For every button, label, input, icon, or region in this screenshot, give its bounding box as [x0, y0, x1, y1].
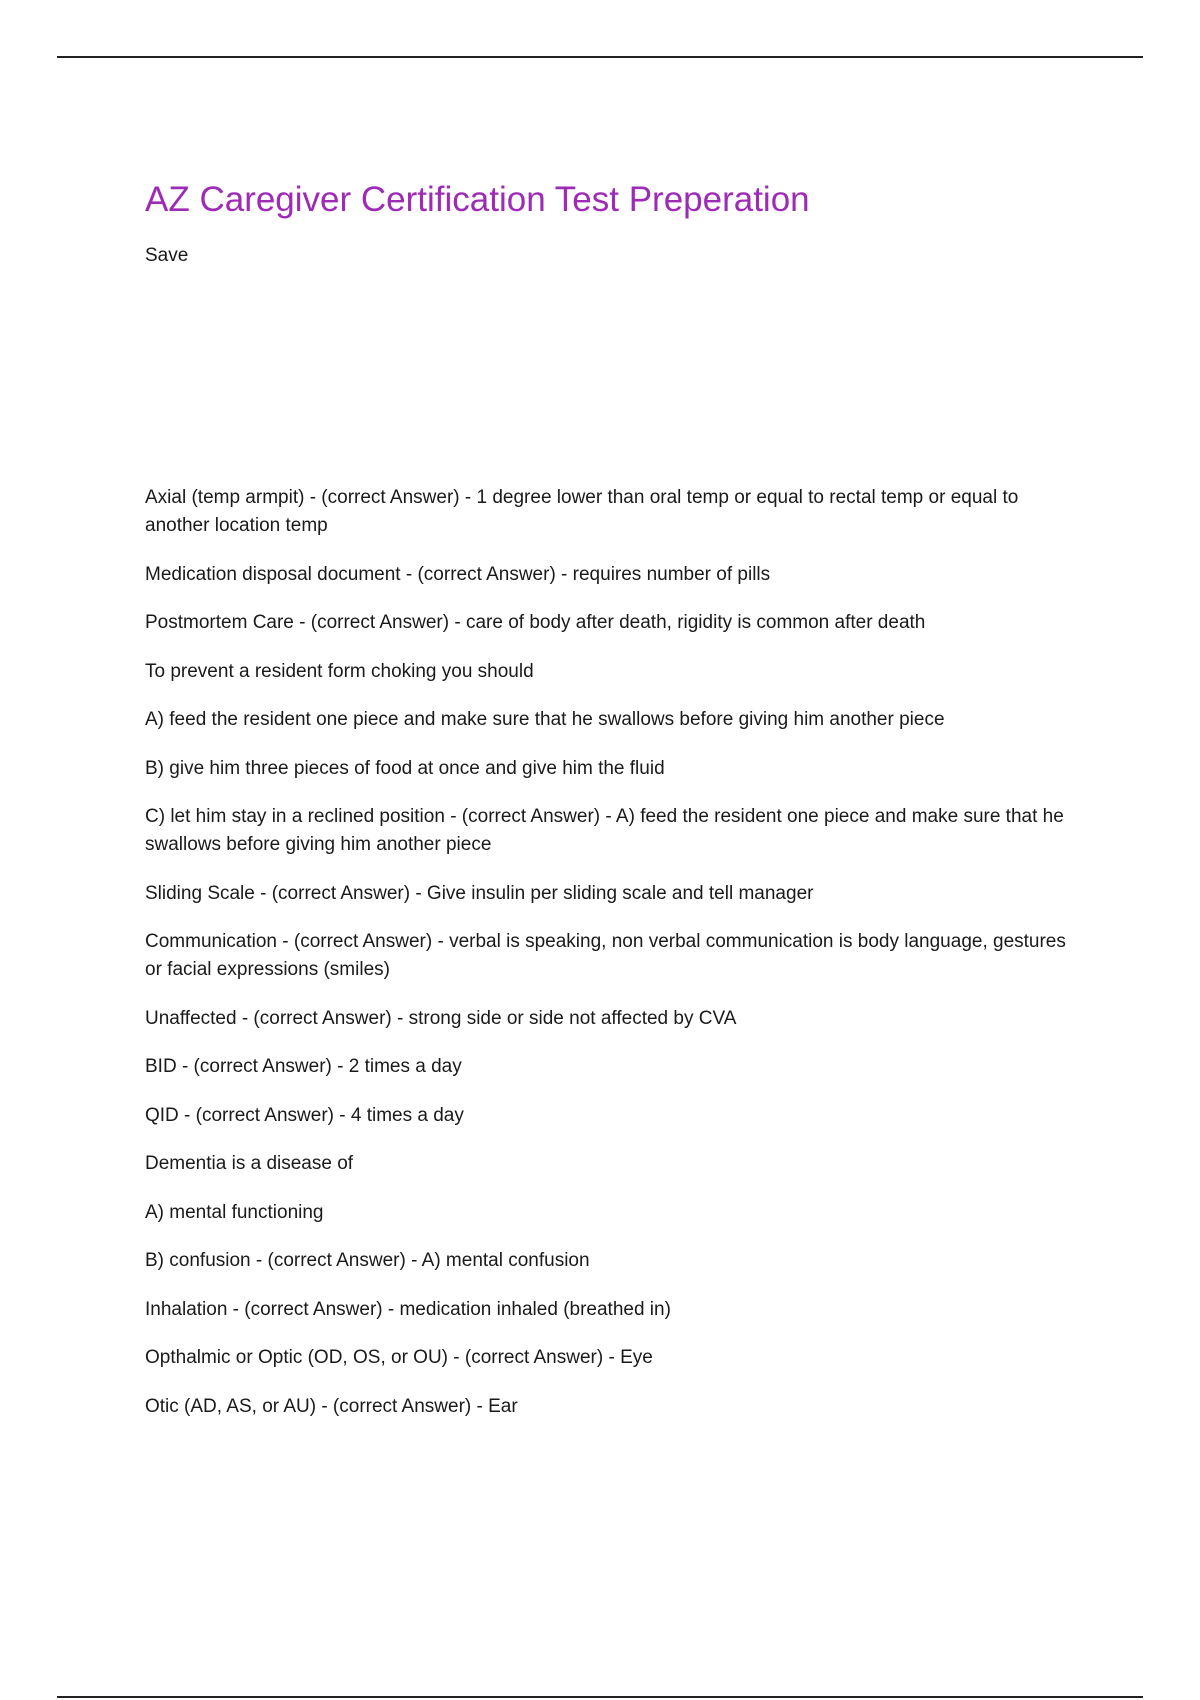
entry-item: To prevent a resident form choking you should — [145, 660, 534, 682]
entry-item: QID - (correct Answer) - 4 times a day — [145, 1104, 464, 1126]
entry-item: A) mental functioning — [145, 1201, 324, 1223]
entry-item: Inhalation - (correct Answer) - medication inhaled (breathed in) — [145, 1298, 671, 1320]
entry-item: BID - (correct Answer) - 2 times a day — [145, 1056, 462, 1077]
entry-item: Opthalmic or Optic (OD, OS, or OU) - (correct Answer) - Eye — [145, 1347, 653, 1368]
entry-item: Axial (temp armpit) - (correct Answer) - 1 degree lower than oral temp or equal to rectal temp or equal to another location temp — [145, 487, 1019, 536]
save-label: Save — [145, 245, 189, 266]
entry-item: Postmortem Care - (correct Answer) - care of body after death, rigidity is common after death — [145, 612, 926, 633]
entry-item: C) let him stay in a reclined position - (correct Answer) - A) feed the resident one piece and make sure that he swallows before giving him another piece — [145, 806, 1064, 855]
entry-item: Unaffected - (correct Answer) - strong side or side not affected by CVA — [145, 1007, 737, 1029]
entry-item: Medication disposal document - (correct Answer) - requires number of pills — [145, 563, 771, 585]
entry-list — [145, 484, 1075, 1441]
entry-item: Communication - (correct Answer) - verbal is speaking, non verbal communication is body language, gestures or facial expressions (smiles) — [145, 931, 1066, 980]
entry-item: B) confusion - (correct Answer) - A) mental confusion — [145, 1250, 590, 1271]
bottom-rule — [57, 1696, 1143, 1698]
document-title: AZ Caregiver Certification Test Preperation — [145, 180, 810, 219]
entry-item: Dementia is a disease of — [145, 1153, 354, 1174]
entry-item: B) give him three pieces of food at once and give him the fluid — [145, 757, 665, 779]
entry-item: Sliding Scale - (correct Answer) - Give insulin per sliding scale and tell manager — [145, 882, 814, 904]
entry-item: Otic (AD, AS, or AU) - (correct Answer) - Ear — [145, 1395, 518, 1417]
top-rule — [57, 56, 1143, 58]
entry-item: A) feed the resident one piece and make sure that he swallows before giving him another piece — [145, 709, 945, 730]
